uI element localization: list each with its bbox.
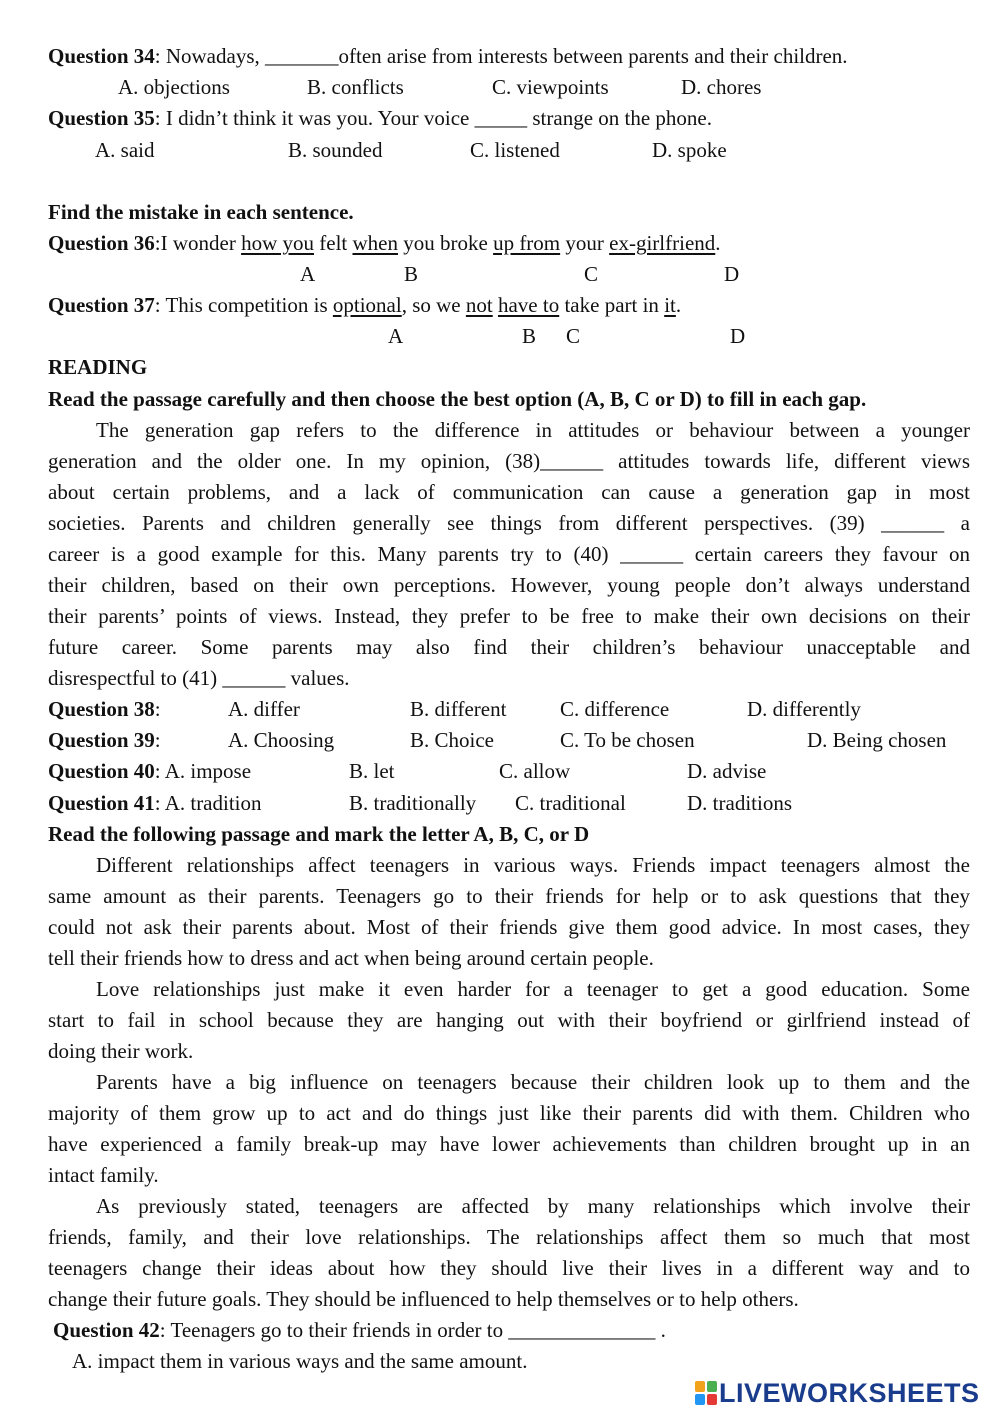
q38-option-d: D. differently [747,697,861,721]
q39-option-b: B. Choice [410,728,494,752]
q38-label-text: Question 38 [48,697,155,721]
passage2-line: change their future goals. They should be influenced to help themselves or to help others. [48,1287,799,1311]
reading-instruction-2: Read the following passage and mark the letter A, B, C, or D [48,822,590,846]
question-34-label: Question 34 [48,44,155,68]
passage2-line: could not ask their parents about. Most of their friends give them good advice. In most cases, they [48,915,970,939]
q40-option-c: C. allow [499,759,571,783]
q42-option-a: A. impact them in various ways and the same amount. [72,1349,528,1373]
q37-letter-b: B [522,324,537,348]
q34-option-c: C. viewpoints [492,75,609,99]
passage2-line: start to fail in school because they are hanging out with their boyfriend or girlfriend instead of [48,1008,970,1032]
liveworksheets-logo-icon [695,1381,717,1405]
q36-letter-d: D [724,262,740,286]
q41-option-d: D. traditions [687,791,792,815]
q36-text: felt [314,231,353,255]
liveworksheets-brand [695,1378,980,1408]
question-37-label: Question 37 [48,293,155,317]
q40-label-text: Question 40 [48,759,155,783]
q36-underlined-a: how you [241,231,314,255]
q37-underlined-a: optional [332,293,402,317]
q41-option-a: : A. tradition [154,791,262,815]
q36-text: :I wonder [154,231,242,255]
question-42-label: Question 42 [53,1318,160,1342]
passage2-line: same amount as their parents. Teenagers go to their friends for help or to ask questions that they [48,884,970,908]
passage2-line: tell their friends how to dress and act when being around certain people. [48,946,654,970]
reading-instruction-1: Read the passage carefully and then choose the best option (A, B, C or D) to fill in each gap. [48,387,867,411]
q37-underlined-b: not [465,293,493,317]
q34-option-b: B. conflicts [307,75,404,99]
question-36-stem [48,229,721,257]
q37-text: . [675,293,682,317]
q35-option-b: B. sounded [288,138,383,162]
q37-letter-a: A [388,324,404,348]
q34-option-d: D. chores [681,75,762,99]
q37-letter-c: C [566,324,581,348]
question-37-stem [48,291,681,319]
passage1-line: about certain problems, and a lack of communication can cause a generation gap in most [48,480,970,504]
q39-label-text: Question 39 [48,728,155,752]
q38-option-a: A. differ [228,697,300,721]
q36-letter-a: A [300,262,316,286]
passage2-line: Parents have a big influence on teenagers because their children look up to them and the [96,1070,970,1094]
q38-option-c: C. difference [560,697,670,721]
question-40-label [48,757,251,785]
q40-option-d: D. advise [687,759,767,783]
question-36-label: Question 36 [48,231,155,255]
q36-underlined-b: when [352,231,398,255]
q34-option-a: A. objections [118,75,230,99]
passage1-line: generation and the older one. In my opinion, (38)______ attitudes towards life, different views [48,449,970,473]
q35-option-a: A. said [95,138,155,162]
q36-letter-c: C [584,262,599,286]
question-34-text: : Nowadays, _______often arise from interests between parents and their children. [154,44,848,68]
question-41-label [48,789,262,817]
passage1-line: their parents’ points of views. Instead, they prefer to be free to make their own decisions on their [48,604,970,628]
passage1-line: societies. Parents and children generally see things from different perspectives. (39) ______ a [48,511,970,535]
reading-heading: READING [48,355,148,379]
q36-underlined-c: up from [493,231,561,255]
passage1-line: The generation gap refers to the difference in attitudes or behaviour between a younger [96,418,970,442]
q37-text: : This competition is [154,293,333,317]
q35-option-d: D. spoke [652,138,727,162]
q39-option-a: A. Choosing [228,728,335,752]
passage1-line: their children, based on their own perceptions. However, young people don’t always understand [48,573,970,597]
passage2-line: majority of them grow up to act and do things just like their parents did with them. Children who [48,1101,970,1125]
question-39-label [48,726,161,754]
passage2-line: doing their work. [48,1039,194,1063]
q38-option-b: B. different [410,697,507,721]
question-42-text: : Teenagers go to their friends in order to ______________ . [159,1318,666,1342]
passage2-line: teenagers change their ideas about how they should live their lives in a different way and to [48,1256,970,1280]
question-34-stem [48,42,848,70]
q37-text: take part in [559,293,665,317]
q37-text: , so we [401,293,466,317]
passage2-line: Love relationships just make it even harder for a teenager to get a good education. Some [96,977,970,1001]
q40-option-b: B. let [349,759,395,783]
q37-underlined-d: it [664,293,676,317]
q36-text: . [715,231,721,255]
q36-text: your [560,231,610,255]
passage1-line: career is a good example for this. Many parents try to (40) ______ certain careers they favour on [48,542,970,566]
q39-option-d: D. Being chosen [807,728,947,752]
q41-option-b: B. traditionally [349,791,477,815]
q41-label-text: Question 41 [48,791,155,815]
q39-sep: : [154,728,161,752]
brand-name: LIVEWORKSHEETS [719,1377,980,1408]
q41-option-c: C. traditional [515,791,626,815]
q36-text: you broke [397,231,494,255]
question-35-text: : I didn’t think it was you. Your voice _____ strange on the phone. [154,106,712,130]
q36-letter-b: B [404,262,419,286]
question-35-label: Question 35 [48,106,155,130]
passage2-line: have experienced a family break-up may have lower achievements than children brought up in an [48,1132,970,1156]
q38-sep: : [154,697,161,721]
q40-option-a: : A. impose [154,759,252,783]
q37-underlined-c: have to [497,293,560,317]
q39-option-c: C. To be chosen [560,728,695,752]
passage1-line: future career. Some parents may also find their children’s behaviour unacceptable and [48,635,970,659]
passage2-line: As previously stated, teenagers are affected by many relationships which involve their [96,1194,970,1218]
question-42-stem [53,1316,666,1344]
passage2-line: intact family. [48,1163,159,1187]
q35-option-c: C. listened [470,138,560,162]
q37-letter-d: D [730,324,746,348]
mistake-section-heading: Find the mistake in each sentence. [48,200,354,224]
passage2-line: Different relationships affect teenagers in various ways. Friends impact teenagers almost the [96,853,970,877]
passage2-line: friends, family, and their love relationships. The relationships affect them so much that most [48,1225,970,1249]
passage1-line: disrespectful to (41) ______ values. [48,666,350,690]
q36-underlined-d: ex-girlfriend [609,231,716,255]
question-38-label [48,695,161,723]
question-35-stem [48,104,712,132]
